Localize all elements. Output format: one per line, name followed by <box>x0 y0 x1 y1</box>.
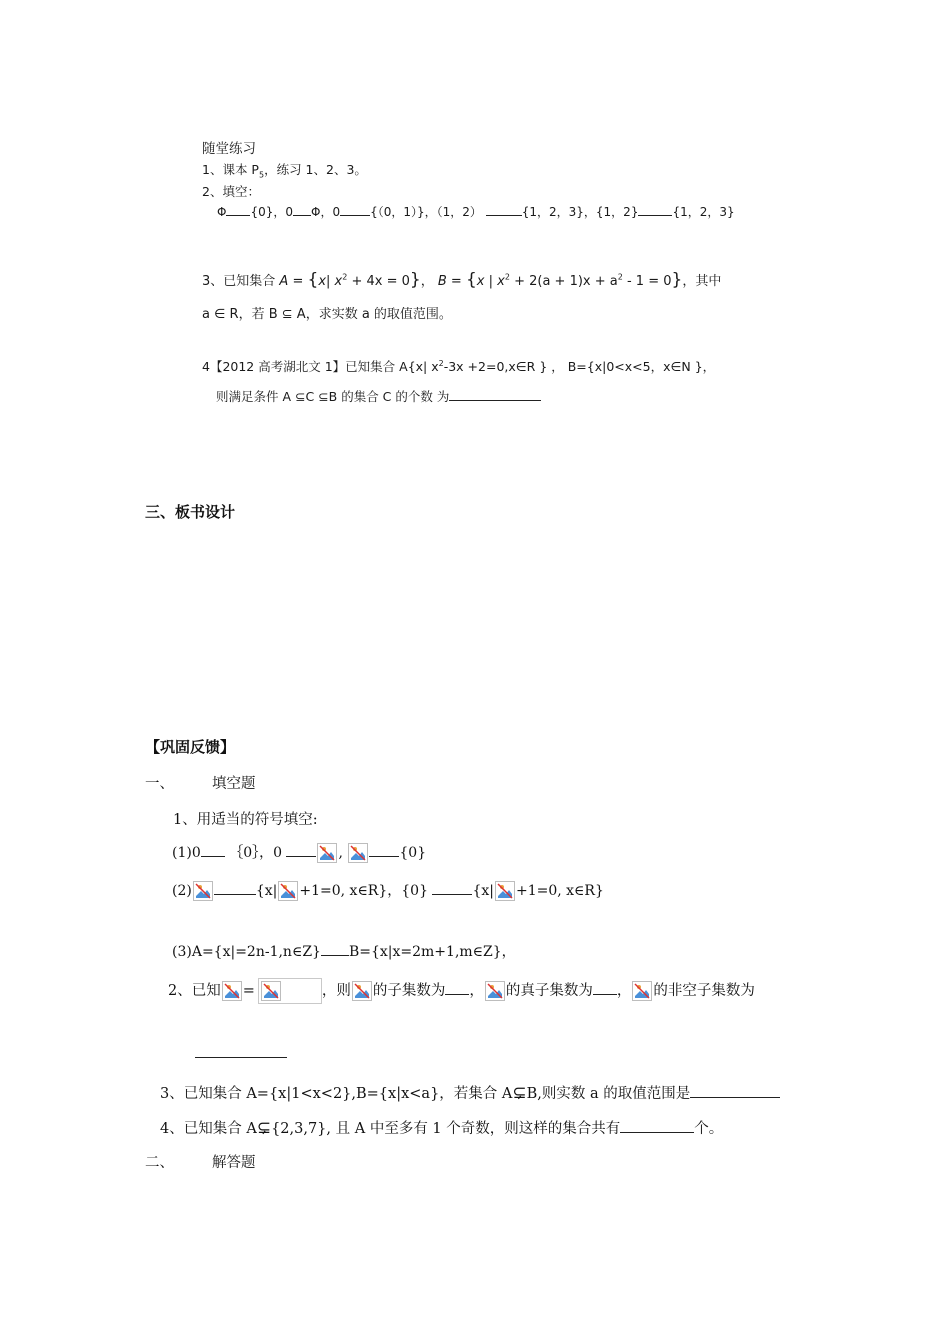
blank <box>201 844 225 857</box>
practice-item-2-fill: Φ {0}，0 Φ，0 {（0，1）}，（1，2） {1，2，3}，{1，2} {1，2，3} <box>217 205 735 219</box>
feedback-q4: 4、已知集合 A⊊{2,3,7}, 且 A 中至多有 1 个奇数，则这样的集合共有 个。 <box>160 1118 724 1138</box>
practice-item-4-line2: 则满足条件 A ⊆C ⊆B 的集合 C 的个数 为 <box>216 387 541 405</box>
broken-image-icon <box>495 881 515 901</box>
broken-image-icon <box>222 981 242 1001</box>
subset-neq-symbol: ⊊ <box>512 1083 527 1103</box>
broken-image-icon <box>632 981 652 1001</box>
blank <box>445 982 469 995</box>
blank <box>449 388 541 401</box>
practice-title: 随堂练习 <box>202 141 256 157</box>
blank <box>226 203 250 216</box>
feedback-q3: 3、已知集合 A={x|1<x<2},B={x|x<a}，若集合 A⊊B,则实数 a 的取值范围是 <box>160 1082 780 1103</box>
practice-item-2: 2、填空： <box>202 184 260 199</box>
broken-image-icon <box>485 981 505 1001</box>
feedback-q1-sub3: (3)A={x|=2n-1,n∈Z} B={x|x=2m+1,m∈Z}， <box>172 944 516 960</box>
blank <box>593 982 617 995</box>
practice-item-4: 4【2012 高考湖北文 1】已知集合 A{x| $x^2-3x$ +2=0,x∈R } ， B={x|0<x<5，x∈N }， <box>202 358 716 374</box>
blank <box>293 203 311 216</box>
broken-image-icon <box>193 881 213 901</box>
feedback-q1-sub1: (1)0 ｛0｝，0 , {0} <box>172 845 427 861</box>
broken-image-icon <box>261 981 281 1001</box>
broken-image-icon <box>348 843 368 863</box>
feedback-q1-sub2: (2) {x| +1=0, x∈R}，{0} {x| +1=0, x∈R} <box>172 883 604 899</box>
blank <box>486 203 522 216</box>
blank <box>321 943 349 956</box>
feedback-part2-num: 二、 <box>145 1155 174 1171</box>
section-board-design-title: 三、板书设计 <box>145 503 236 521</box>
blank <box>286 844 316 857</box>
practice-item-3-line2: a ∈ R，若 B ⊆ A，求实数 a 的取值范围。 <box>202 307 452 322</box>
feedback-q2: 2、已知 = ，则 的子集数为 ， 的真子集数为 ， 的非空子集数为 <box>168 978 755 1004</box>
blank <box>690 1085 780 1098</box>
feedback-title: 【巩固反馈】 <box>145 738 236 756</box>
equation-image-box <box>258 978 322 1004</box>
blank <box>638 203 672 216</box>
feedback-part2-label: 解答题 <box>212 1155 256 1171</box>
practice-item-1: 1、课本 $P_5$，练习 1、2、3。 <box>202 162 367 180</box>
feedback-q1-title: 1、用适当的符号填空: <box>173 812 318 828</box>
subset-neq-symbol: ⊊ <box>256 1118 272 1138</box>
practice-item-3: 3、已知集合 A = {x| $x^2 + 4x = 0$}， B = {x | $x^2 + 2(a + 1)x + a^2 - 1 = 0$}，其中 <box>202 270 722 290</box>
blank <box>340 203 370 216</box>
broken-image-icon <box>352 981 372 1001</box>
feedback-part1-num: 一、 <box>145 776 174 792</box>
feedback-q2-blank-line <box>195 1056 287 1058</box>
feedback-part1-label: 填空题 <box>212 776 256 792</box>
broken-image-icon <box>317 843 337 863</box>
blank <box>214 882 256 895</box>
broken-image-icon <box>278 881 298 901</box>
blank <box>620 1120 694 1133</box>
blank <box>369 844 399 857</box>
blank <box>432 882 472 895</box>
